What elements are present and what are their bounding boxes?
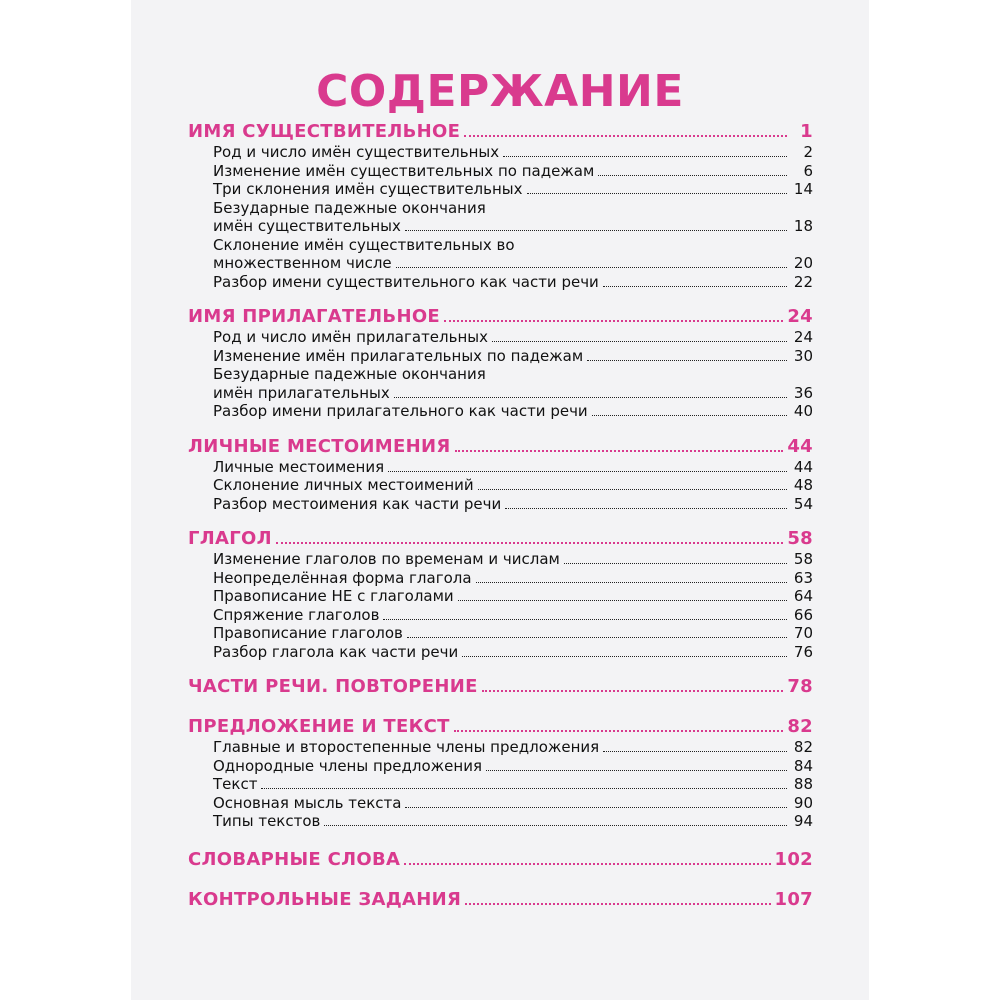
toc-entry-page: 88: [793, 775, 813, 793]
dot-leader: [396, 267, 787, 268]
toc-entry[interactable]: [188, 328, 813, 347]
toc-heading-page: 24: [787, 306, 813, 327]
dot-leader: [407, 637, 787, 638]
toc-entry-title: Правописание НЕ с глаголами: [213, 587, 454, 605]
toc-heading-title: ГЛАГОЛ: [188, 528, 272, 549]
toc-entry[interactable]: [188, 794, 813, 813]
dot-leader: [476, 582, 787, 583]
toc-entry-title: Основная мысль текста: [213, 793, 402, 812]
toc-entry-page: 6: [803, 161, 813, 180]
toc-entry[interactable]: [188, 254, 813, 273]
dot-leader: [486, 770, 787, 771]
toc-entry-title: имён прилагательных: [213, 383, 390, 402]
dot-leader: [276, 542, 783, 544]
toc-section-adjective: [188, 305, 813, 421]
toc-entry-title: Изменение глаголов по временам и числам: [213, 550, 560, 568]
toc-entry-page: 82: [793, 738, 813, 756]
toc-entry-title: Разбор имени существительного как части речи: [213, 272, 599, 291]
dot-leader: [465, 903, 770, 905]
toc-heading-page: 58: [787, 528, 813, 549]
toc-heading-row[interactable]: [188, 527, 813, 550]
dot-leader: [458, 600, 787, 601]
toc-entry-title: Главные и второстепенные члены предложения: [213, 738, 600, 756]
dot-leader: [482, 690, 784, 692]
toc-entry-page: 14: [793, 180, 813, 198]
toc-entry[interactable]: [188, 384, 813, 403]
toc-entry-title: Правописание глаголов: [213, 624, 403, 642]
dot-leader: [503, 156, 787, 157]
toc-heading-title: ЛИЧНЫЕ МЕСТОИМЕНИЯ: [188, 435, 451, 457]
toc-entry-page: 48: [793, 476, 813, 494]
toc-entry-title: множественном числе: [213, 254, 392, 272]
toc-entry[interactable]: [188, 606, 813, 625]
toc-entry-first-line: Склонение имён существительных во: [213, 235, 515, 254]
dot-leader: [462, 656, 787, 657]
dot-leader: [404, 863, 770, 865]
toc-entry-page: 54: [793, 494, 813, 513]
toc-section-pronouns: [188, 435, 813, 514]
toc-entry-title: Однородные члены предложения: [213, 756, 482, 775]
toc-section-verb: [188, 527, 813, 661]
book-page: [131, 0, 869, 1000]
toc-heading-title: ПРЕДЛОЖЕНИЕ И ТЕКСТ: [188, 716, 450, 737]
toc-section-control-tasks: [188, 888, 813, 911]
dot-leader: [603, 286, 787, 287]
toc-section-dictionary-words: [188, 848, 813, 871]
toc-entry-page: 24: [793, 328, 813, 346]
toc-heading-row[interactable]: [188, 715, 813, 738]
toc-entry-page: 40: [793, 402, 813, 420]
toc-entry[interactable]: [188, 495, 813, 514]
toc-entry[interactable]: [188, 217, 813, 236]
dot-leader: [564, 563, 787, 564]
toc-entry-title: Разбор имени прилагательного как части речи: [213, 402, 588, 420]
dot-leader: [492, 341, 787, 342]
dot-leader: [405, 230, 787, 231]
toc-heading-row[interactable]: [188, 888, 813, 911]
toc-entry[interactable]: [188, 347, 813, 366]
toc-heading-row[interactable]: [188, 435, 813, 458]
toc-entry[interactable]: [188, 643, 813, 662]
toc-heading-row[interactable]: [188, 305, 813, 328]
dot-leader: [505, 508, 787, 509]
toc-entry-title: Род и число имён прилагательных: [213, 328, 488, 346]
toc-entry[interactable]: [188, 143, 813, 162]
toc-entry-first-line: Безударные падежные окончания: [213, 365, 486, 383]
toc-heading-title: ИМЯ СУЩЕСТВИТЕЛЬНОЕ: [188, 121, 461, 142]
toc-entry-page: 2: [803, 143, 813, 161]
toc-entry-page: 63: [793, 568, 813, 587]
toc-entry-title: Изменение имён существительных по падежам: [213, 161, 595, 180]
page-title: СОДЕРЖАНИЕ: [316, 66, 684, 117]
toc-heading-page: 107: [774, 888, 813, 910]
dot-leader: [444, 320, 783, 322]
toc-entry-first-line: Безударные падежные окончания: [213, 198, 486, 217]
toc-section-noun: [188, 120, 813, 291]
toc-entry-page: 30: [793, 346, 813, 365]
dot-leader: [261, 788, 787, 789]
dot-leader: [598, 175, 787, 176]
toc-heading-row[interactable]: [188, 848, 813, 871]
toc-entry-page: 84: [793, 756, 813, 775]
toc-entry-title: Род и число имён существительных: [213, 143, 500, 161]
toc-heading-page: 1: [800, 121, 813, 142]
toc-entry-page: 18: [793, 217, 813, 235]
toc-entry[interactable]: [188, 476, 813, 495]
dot-leader: [527, 193, 788, 194]
toc-entry-title: Спряжение глаголов: [213, 605, 380, 624]
toc-entry-page: 94: [793, 812, 813, 830]
toc-heading-page: 102: [774, 848, 813, 870]
toc-entry-page: 20: [793, 254, 813, 272]
dot-leader: [592, 415, 787, 416]
toc-heading-page: 82: [787, 716, 813, 737]
toc-entry[interactable]: [188, 738, 813, 757]
toc-entry[interactable]: [188, 569, 813, 588]
toc-entry[interactable]: [188, 458, 813, 477]
toc-heading-title: СЛОВАРНЫЕ СЛОВА: [188, 848, 401, 870]
toc-entry-page: 36: [793, 383, 813, 402]
toc-entry-title: Три склонения имён существительных: [213, 180, 523, 198]
toc-entry-page: 70: [793, 624, 813, 642]
toc-entry-page: 22: [793, 272, 813, 291]
toc-section-parts-of-speech: [188, 675, 813, 698]
toc-heading-title: ИМЯ ПРИЛАГАТЕЛЬНОЕ: [188, 306, 441, 327]
toc-entry[interactable]: [188, 812, 813, 831]
dot-leader: [324, 825, 787, 826]
toc-entry[interactable]: [188, 624, 813, 643]
dot-leader: [383, 619, 787, 620]
toc-heading-page: 44: [787, 435, 813, 457]
toc-entry[interactable]: [188, 550, 813, 569]
toc-heading-title: ЧАСТИ РЕЧИ. ПОВТОРЕНИЕ: [188, 676, 478, 697]
toc-entry-title: Типы текстов: [213, 812, 321, 830]
toc-entry-title: Текст: [213, 775, 258, 793]
dot-leader: [455, 450, 784, 452]
dot-leader: [587, 360, 787, 361]
toc-entry[interactable]: [188, 587, 813, 606]
toc-section-sentence-text: [188, 715, 813, 831]
toc-entry-page: 64: [793, 587, 813, 605]
toc-entry-title: Изменение имён прилагательных по падежам: [213, 346, 584, 365]
dot-leader: [405, 807, 787, 808]
toc-entry-title: Неопределённая форма глагола: [213, 568, 472, 587]
toc-heading-page: 78: [787, 676, 813, 697]
toc-entry-title: имён существительных: [213, 217, 401, 235]
toc-entry-title: Личные местоимения: [213, 457, 385, 476]
toc-entry-page: 58: [793, 550, 813, 568]
dot-leader: [388, 471, 787, 472]
dot-leader: [454, 730, 784, 732]
toc-entry-page: 66: [793, 605, 813, 624]
toc-heading-row[interactable]: [188, 675, 813, 698]
toc-heading-title: КОНТРОЛЬНЫЕ ЗАДАНИЯ: [188, 888, 462, 910]
toc-entry[interactable]: [188, 402, 813, 421]
toc-entry[interactable]: [188, 757, 813, 776]
dot-leader: [603, 751, 787, 752]
dot-leader: [464, 135, 787, 137]
toc-entry-page: 90: [793, 793, 813, 812]
toc-entry[interactable]: [188, 273, 813, 292]
toc-heading-row[interactable]: [188, 120, 813, 143]
table-of-contents: [188, 120, 813, 925]
dot-leader: [478, 489, 787, 490]
toc-entry[interactable]: [188, 180, 813, 199]
toc-entry-page: 44: [793, 457, 813, 476]
toc-entry-title: Склонение личных местоимений: [213, 476, 474, 494]
toc-entry[interactable]: [188, 162, 813, 181]
dot-leader: [394, 397, 787, 398]
toc-entry-title: Разбор глагола как части речи: [213, 642, 459, 661]
toc-entry-page: 76: [793, 642, 813, 661]
toc-entry-title: Разбор местоимения как части речи: [213, 494, 502, 513]
toc-entry[interactable]: [188, 775, 813, 794]
